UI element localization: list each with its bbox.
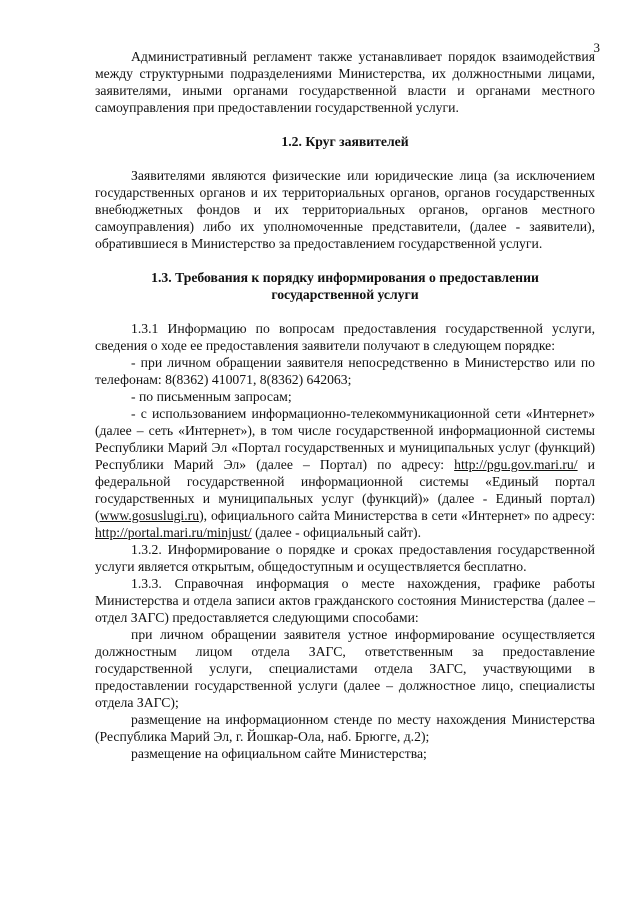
intro-paragraph: Административный регламент также устанавливает порядок взаимодействия между структурными подразделениями Министерства, их должностными лицами, заявителями, иными органами государственной власти и органами местного самоуправления при предоставлении государственной услуги. [95,49,595,115]
section-heading-1-3-line1: 1.3. Требования к порядку информирования о предоставлении [151,270,539,285]
page-number: 3 [593,40,600,55]
link-gosuslugi[interactable]: www.gosuslugi.ru [99,508,200,523]
section-heading-1-3-line2: государственной услуги [271,287,419,302]
list-item-personal-contact: - при личном обращении заявителя непосредственно в Министерство или по телефонам: 8(8362) 410071, 8(8362) 642063; [95,355,595,387]
list-item-written-requests: - по письменным запросам; [131,389,292,404]
paragraph-1-3-2: 1.3.2. Информирование о порядке и сроках предоставления государственной услуги является открытым, общедоступным и осуществляется бесплатно. [95,542,595,574]
paragraph-1-3-3: 1.3.3. Справочная информация о месте нахождения, графике работы Министерства и отдела записи актов гражданского состояния Министерства (далее – отдел ЗАГС) предоставляется следующими способами: [95,576,595,625]
paragraph-info-stand: размещение на информационном стенде по месту нахождения Министерства (Республика Марий Эл, г. Йошкар-Ола, наб. Брюгге, д.2); [95,712,595,744]
paragraph-oral-info: при личном обращении заявителя устное информирование осуществляется должностным лицом отдела ЗАГС, ответственным за предоставление государственной услуги, специалистами отдела ЗАГС, участвующими в предоставлении государственной услуги (далее – должностное лицо, специалисты отдела ЗАГС); [95,627,595,710]
link-pgu[interactable]: http://pgu.gov.mari.ru/ [454,457,578,472]
document-body [95,48,595,762]
paragraph-official-site: размещение на официальном сайте Министерства; [131,746,427,761]
link-ministry-portal[interactable]: http://portal.mari.ru/minjust/ [95,525,252,540]
paragraph-1-3-1: 1.3.1 Информацию по вопросам предоставления государственной услуги, сведения о ходе ее предоставления заявители получают в следующем порядке: [95,321,595,353]
section-heading-1-2: 1.2. Круг заявителей [281,134,409,149]
section-heading-1-3 [95,269,595,303]
list-item-internet: - с использованием информационно-телекоммуникационной сети «Интернет» (далее – сеть «Интернет»), в том числе государственной информационной системы Республики Марий Эл «Портал государственных и муниципальных услуг (функций) Республики Марий Эл» (далее – Портал) по адресу: http://pgu.gov.mari.ru/ и федеральной государственной информационной системы «Единый портал государственных и муниципальных услуг (функций)» (далее - Единый портал) (www.gosuslugi.ru), официального сайта Министерства в сети «Интернет» по адресу: http://portal.mari.ru/minjust/ (далее - официальный сайт). [95,406,595,540]
applicants-paragraph: Заявителями являются физические или юридические лица (за исключением государственных органов и их территориальных органов, органов государственных внебюджетных фондов и их территориальных органов, органов местного самоуправления) либо их уполномоченные представители, (далее - заявители), обратившиеся в Министерство за предоставлением государственной услуги. [95,168,595,251]
